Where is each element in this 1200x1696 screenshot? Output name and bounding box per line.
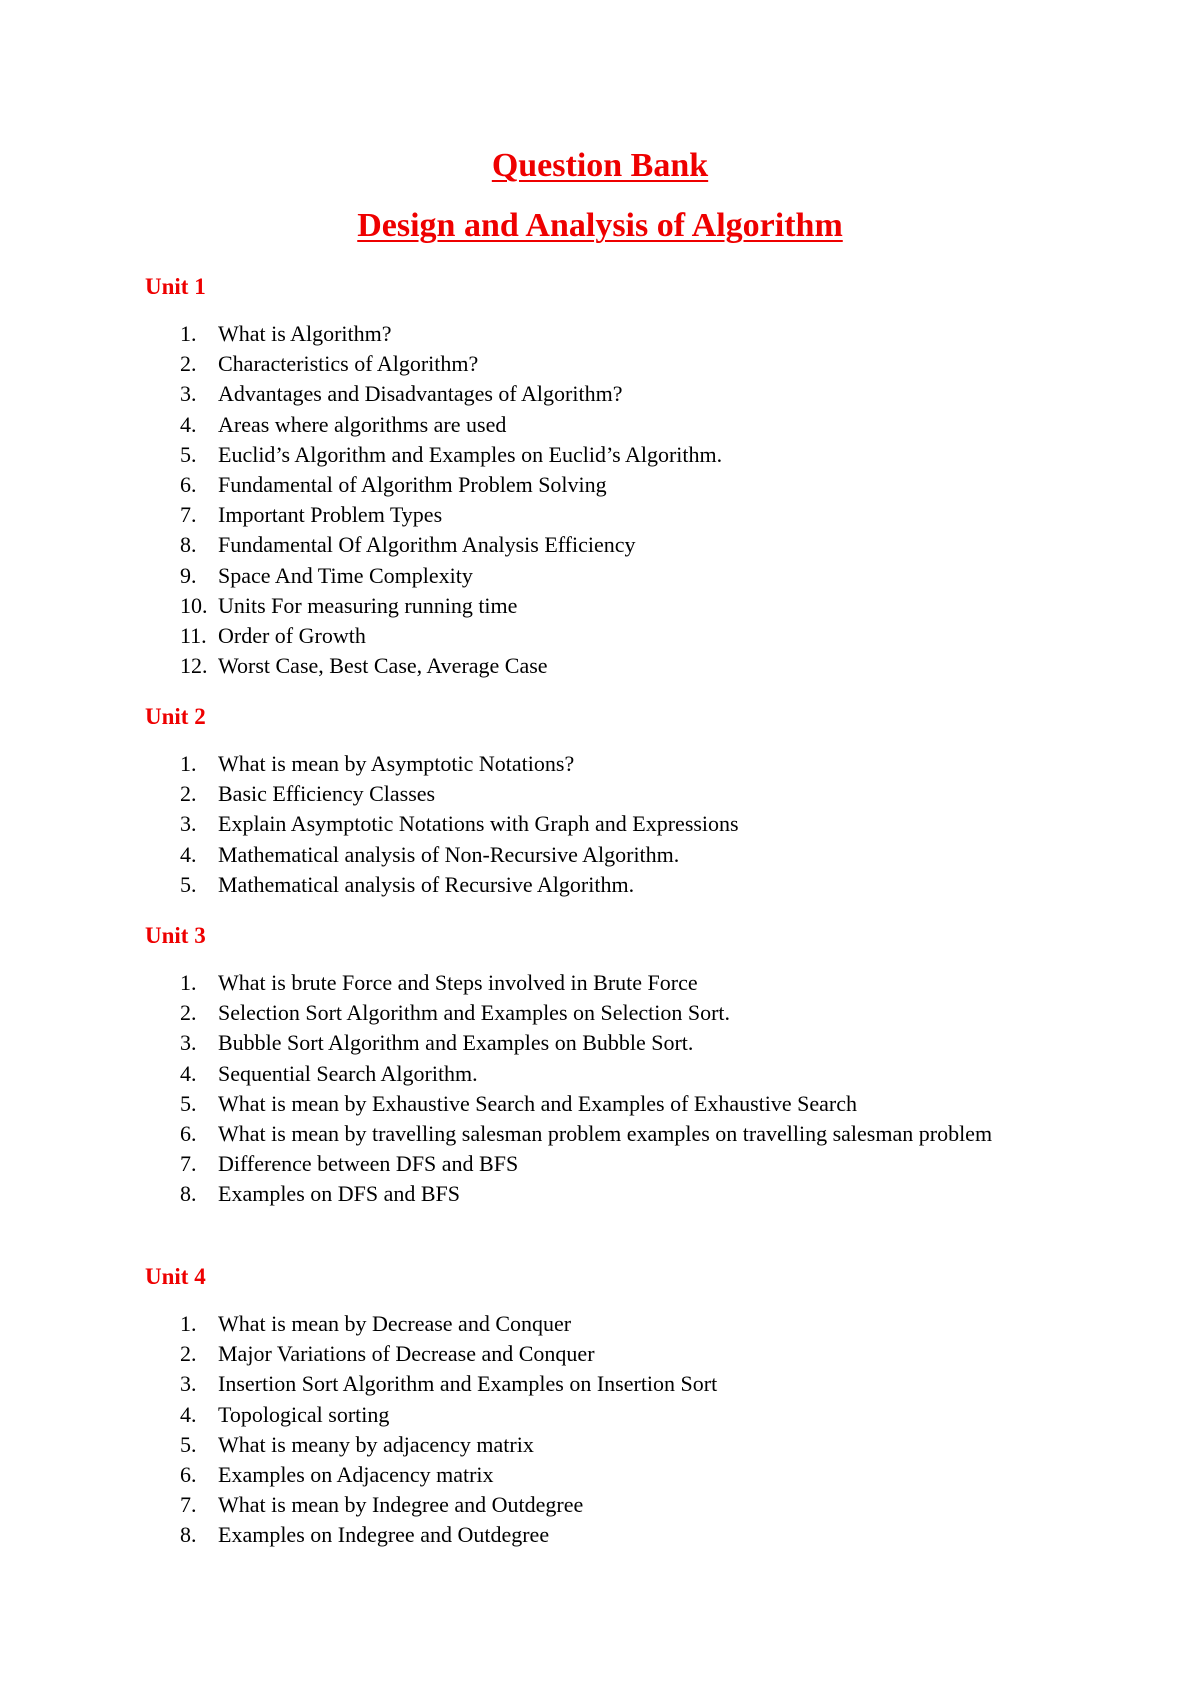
list-number: 1. <box>180 321 197 346</box>
list-number: 6. <box>180 1121 197 1147</box>
list-item <box>0 500 1000 530</box>
list-number: 6. <box>180 472 197 498</box>
unit-3-question-list <box>0 968 1000 1210</box>
question-text: Units For measuring running time <box>218 592 518 618</box>
list-item <box>0 651 1000 681</box>
question-text: Order of Growth <box>218 623 366 649</box>
list-item <box>0 840 1000 870</box>
list-number: 5. <box>180 1090 197 1116</box>
list-item <box>0 809 1000 839</box>
question-text: What is mean by Indegree and Outdegree <box>218 1492 584 1518</box>
list-number: 4. <box>180 841 197 867</box>
question-text: Characteristics of Algorithm? <box>218 351 479 377</box>
list-number: 1. <box>180 751 197 776</box>
list-item <box>0 440 1000 470</box>
list-item <box>0 1059 1000 1089</box>
list-item <box>0 1149 1000 1179</box>
list-number: 8. <box>180 532 197 558</box>
list-item <box>0 1400 1000 1430</box>
list-item <box>0 1028 1000 1058</box>
unit-1-question-list <box>0 319 1000 681</box>
list-number: 2. <box>180 781 197 807</box>
question-text: Major Variations of Decrease and Conquer <box>218 1341 595 1367</box>
list-number: 8. <box>180 1522 197 1548</box>
list-item <box>0 349 1000 379</box>
question-text: What is mean by Asymptotic Notations? <box>218 751 575 776</box>
question-text: What is mean by Exhaustive Search and Examples of Exhaustive Search <box>218 1090 858 1116</box>
list-number: 5. <box>180 1431 197 1457</box>
question-text: Examples on DFS and BFS <box>218 1181 461 1207</box>
list-item <box>0 1309 1000 1339</box>
list-item <box>0 1119 1000 1149</box>
list-number: 12. <box>180 653 208 679</box>
list-item <box>0 998 1000 1028</box>
list-number: 10. <box>180 592 208 618</box>
unit-2-heading: Unit 2 <box>145 704 206 729</box>
question-text: Difference between DFS and BFS <box>218 1151 519 1177</box>
question-text: Worst Case, Best Case, Average Case <box>218 653 548 679</box>
question-text: What is brute Force and Steps involved in Brute Force <box>218 970 698 995</box>
unit-4-heading: Unit 4 <box>145 1264 206 1289</box>
list-item <box>0 1520 1000 1550</box>
page-title: Question Bank <box>491 147 709 184</box>
list-item <box>0 1460 1000 1490</box>
question-text: What is Algorithm? <box>218 321 392 346</box>
question-text: Examples on Indegree and Outdegree <box>218 1522 550 1548</box>
list-number: 3. <box>180 381 197 407</box>
list-number: 8. <box>180 1181 197 1207</box>
list-number: 2. <box>180 1341 197 1367</box>
list-number: 7. <box>180 1492 197 1518</box>
list-number: 1. <box>180 1311 197 1336</box>
question-text: What is mean by travelling salesman problem examples on travelling salesman problem <box>218 1121 993 1147</box>
list-number: 7. <box>180 1151 197 1177</box>
list-number: 7. <box>180 502 197 528</box>
list-item <box>0 379 1000 409</box>
list-item <box>0 319 1000 349</box>
list-item <box>0 530 1000 560</box>
list-item <box>0 1179 1000 1209</box>
list-item <box>0 968 1000 998</box>
list-number: 3. <box>180 811 197 837</box>
question-text: Bubble Sort Algorithm and Examples on Bubble Sort. <box>218 1030 694 1056</box>
question-text: Selection Sort Algorithm and Examples on Selection Sort. <box>218 1000 731 1026</box>
list-number: 3. <box>180 1371 197 1397</box>
list-number: 5. <box>180 441 197 467</box>
question-text: Areas where algorithms are used <box>218 411 507 437</box>
question-text: Topological sorting <box>218 1401 390 1427</box>
list-item <box>0 591 1000 621</box>
list-item <box>0 1339 1000 1369</box>
list-number: 2. <box>180 351 197 377</box>
list-number: 4. <box>180 1060 197 1086</box>
question-text: Advantages and Disadvantages of Algorithm? <box>218 381 623 407</box>
question-text: Space And Time Complexity <box>218 562 473 588</box>
list-number: 6. <box>180 1462 197 1488</box>
list-item <box>0 1369 1000 1399</box>
question-text: What is mean by Decrease and Conquer <box>218 1311 572 1336</box>
unit-3-heading: Unit 3 <box>145 923 206 948</box>
list-number: 1. <box>180 970 197 995</box>
page-subtitle: Design and Analysis of Algorithm <box>357 207 843 244</box>
list-item <box>0 1089 1000 1119</box>
list-number: 11. <box>180 623 207 649</box>
list-item <box>0 621 1000 651</box>
list-item <box>0 470 1000 500</box>
list-number: 4. <box>180 411 197 437</box>
list-item <box>0 410 1000 440</box>
question-text: Euclid’s Algorithm and Examples on Euclid’s Algorithm. <box>218 441 723 467</box>
list-item <box>0 561 1000 591</box>
question-text: Insertion Sort Algorithm and Examples on Insertion Sort <box>218 1371 718 1397</box>
question-text: Examples on Adjacency matrix <box>218 1462 494 1488</box>
list-item <box>0 749 1000 779</box>
question-text: Fundamental Of Algorithm Analysis Efficiency <box>218 532 636 558</box>
unit-2-question-list <box>0 749 1000 900</box>
question-text: Basic Efficiency Classes <box>218 781 436 807</box>
question-text: Sequential Search Algorithm. <box>218 1060 478 1086</box>
list-number: 2. <box>180 1000 197 1026</box>
question-text: Mathematical analysis of Non-Recursive Algorithm. <box>218 841 680 867</box>
unit-4-question-list <box>0 1309 1000 1551</box>
list-item <box>0 1430 1000 1460</box>
question-text: Important Problem Types <box>218 502 443 528</box>
question-text: Mathematical analysis of Recursive Algorithm. <box>218 871 635 897</box>
list-item <box>0 779 1000 809</box>
unit-1-heading: Unit 1 <box>145 274 206 299</box>
question-text: Fundamental of Algorithm Problem Solving <box>218 472 607 498</box>
question-text: Explain Asymptotic Notations with Graph and Expressions <box>218 811 739 837</box>
list-number: 3. <box>180 1030 197 1056</box>
list-number: 4. <box>180 1401 197 1427</box>
question-text: What is meany by adjacency matrix <box>218 1431 534 1457</box>
list-number: 5. <box>180 871 197 897</box>
list-item <box>0 1490 1000 1520</box>
list-item <box>0 870 1000 900</box>
list-number: 9. <box>180 562 197 588</box>
